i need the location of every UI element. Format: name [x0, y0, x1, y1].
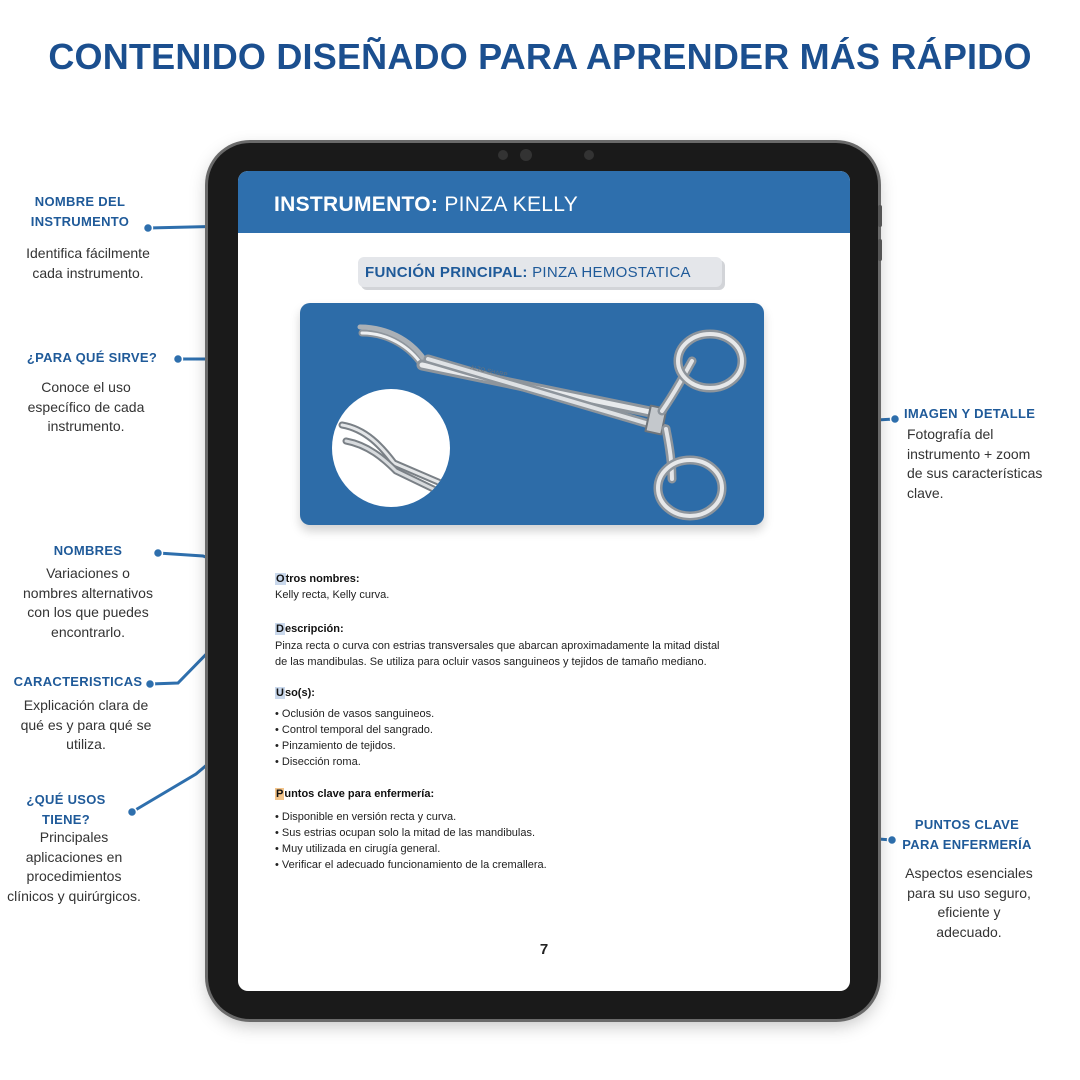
list-item: • Disección roma.	[275, 756, 361, 768]
callout-desc-line: qué es y para qué se	[20, 716, 152, 733]
callout-usos-title	[2, 790, 130, 830]
callout-desc-line: instrumento.	[47, 418, 125, 434]
tablet-side-button	[878, 205, 882, 227]
descripcion-title	[275, 623, 344, 635]
descripcion-line: Pinza recta o curva con estrias transversales que abarcan aproximadamente la mitad distal	[275, 640, 720, 652]
instrument-photo	[300, 303, 764, 525]
list-item: • Muy utilizada en cirugía general.	[275, 843, 441, 855]
callout-title-line: ¿QUÉ USOS	[26, 792, 106, 807]
function-pill	[358, 257, 722, 287]
callout-nombres-desc	[6, 564, 170, 642]
descripcion-text	[275, 638, 835, 670]
callout-title-line: IMAGEN Y DETALLE	[904, 406, 1036, 421]
callout-title-line: PUNTOS CLAVE	[914, 817, 1020, 832]
tablet-side-button	[878, 239, 882, 261]
callout-nombre-desc	[8, 244, 168, 283]
callout-desc-line: con los que puedes	[27, 604, 149, 620]
instrument-title	[274, 193, 578, 217]
tablet-screen	[238, 171, 850, 991]
callout-title-line: CARACTERISTICAS	[13, 674, 143, 689]
otros-nombres-title	[275, 573, 360, 585]
callout-desc-line: encontrarlo.	[51, 623, 125, 640]
callout-title-line: PARA ENFERMERÍA	[902, 837, 1032, 852]
callout-caracteristicas-desc	[4, 696, 168, 755]
page-headline: CONTENIDO DISEÑADO PARA APRENDER MÁS RÁPIDO	[48, 36, 1032, 77]
callout-sirve-title	[10, 348, 174, 368]
usos-initial: U	[276, 687, 284, 699]
callout-desc-line: cada instrumento.	[32, 264, 144, 281]
list-item: • Disponible en versión recta y curva.	[275, 811, 457, 823]
list-item: • Control temporal del sangrado.	[275, 724, 433, 736]
callout-desc-line: clínicos y quirúrgicos.	[7, 887, 141, 904]
instrument-header	[238, 171, 850, 233]
callout-desc-line: de sus características	[907, 465, 1043, 481]
page-number: 7	[539, 941, 549, 958]
callout-imagen-title	[904, 404, 1074, 424]
callout-desc-line: Variaciones o	[46, 565, 130, 581]
callout-puntos-desc	[892, 864, 1046, 942]
otros-nombres-initial: O	[276, 573, 285, 585]
tablet-device	[208, 143, 878, 1019]
callout-title-line: NOMBRE DEL	[34, 194, 126, 209]
otros-nombres-text: Kelly recta, Kelly curva.	[275, 589, 390, 601]
descripcion-initial: D	[276, 623, 284, 635]
usos-list	[275, 706, 434, 770]
list-item: • Oclusión de vasos sanguineos.	[275, 708, 435, 720]
puntos-list	[275, 809, 547, 873]
descripcion-line: de las mandibulas. Se utiliza para ocluir vasos sanguineos y tejidos de tamaño mediano.	[275, 656, 707, 668]
callout-nombre-title	[10, 192, 150, 232]
puntos-initial: P	[276, 788, 284, 800]
list-item: • Verificar el adecuado funcionamiento de la cremallera.	[275, 859, 547, 871]
camera-icon	[584, 150, 594, 160]
callout-desc-line: eficiente y	[937, 904, 1001, 920]
zoom-detail-circle	[332, 389, 450, 507]
callout-desc-line: nombres alternativos	[23, 584, 153, 601]
callout-title-line: NOMBRES	[53, 543, 123, 558]
instrument-name: PINZA KELLY	[444, 193, 578, 216]
camera-icon	[520, 149, 532, 161]
function-value: PINZA HEMOSTATICA	[532, 264, 691, 281]
callout-nombres-title	[18, 541, 158, 561]
callout-desc-line: aplicaciones en	[25, 848, 123, 865]
callout-title-line: TIENE?	[41, 812, 91, 827]
callout-desc-line: clave.	[907, 484, 944, 501]
callout-desc-line: adecuado.	[936, 923, 1002, 940]
camera-icon	[498, 150, 508, 160]
zoom-jaw-detail	[332, 389, 450, 507]
callout-desc-line: Identifica fácilmente	[26, 245, 150, 261]
callout-desc-line: instrumento + zoom	[907, 445, 1031, 462]
callout-desc-line: Explicación clara de	[23, 697, 149, 713]
usos-title	[275, 687, 315, 699]
otros-nombres-title-text: tros nombres:	[285, 573, 360, 585]
callout-caracteristicas-title	[6, 672, 150, 692]
list-item: • Pinzamiento de tejidos.	[275, 740, 396, 752]
callout-desc-line: Fotografía del	[907, 426, 994, 442]
callout-desc-line: para su uso seguro,	[907, 884, 1031, 901]
usos-title-text: so(s):	[284, 687, 315, 699]
callout-desc-line: utiliza.	[66, 736, 106, 752]
callout-title-line: ¿PARA QUÉ SIRVE?	[26, 350, 158, 365]
callout-sirve-desc	[6, 378, 166, 437]
list-item: • Sus estrias ocupan solo la mitad de las mandibulas.	[275, 827, 536, 839]
callout-title-line: INSTRUMENTO	[30, 214, 130, 229]
puntos-title-text: untos clave para enfermería:	[284, 788, 435, 800]
callout-desc-line: procedimientos	[26, 868, 122, 884]
callout-puntos-title	[894, 815, 1040, 855]
puntos-title	[275, 788, 434, 800]
instrument-brand-text: ALTO-SHARP	[469, 365, 508, 379]
callout-usos-desc	[0, 828, 148, 906]
callout-desc-line: Conoce el uso	[41, 379, 131, 395]
callout-imagen-desc	[907, 425, 1077, 503]
instrument-label: INSTRUMENTO:	[274, 193, 439, 216]
callout-desc-line: Principales	[39, 829, 109, 845]
descripcion-title-text: escripción:	[284, 623, 344, 635]
callout-desc-line: Aspectos esenciales	[905, 865, 1033, 881]
callout-desc-line: específico de cada	[27, 398, 145, 415]
function-label: FUNCIÓN PRINCIPAL:	[365, 264, 528, 281]
